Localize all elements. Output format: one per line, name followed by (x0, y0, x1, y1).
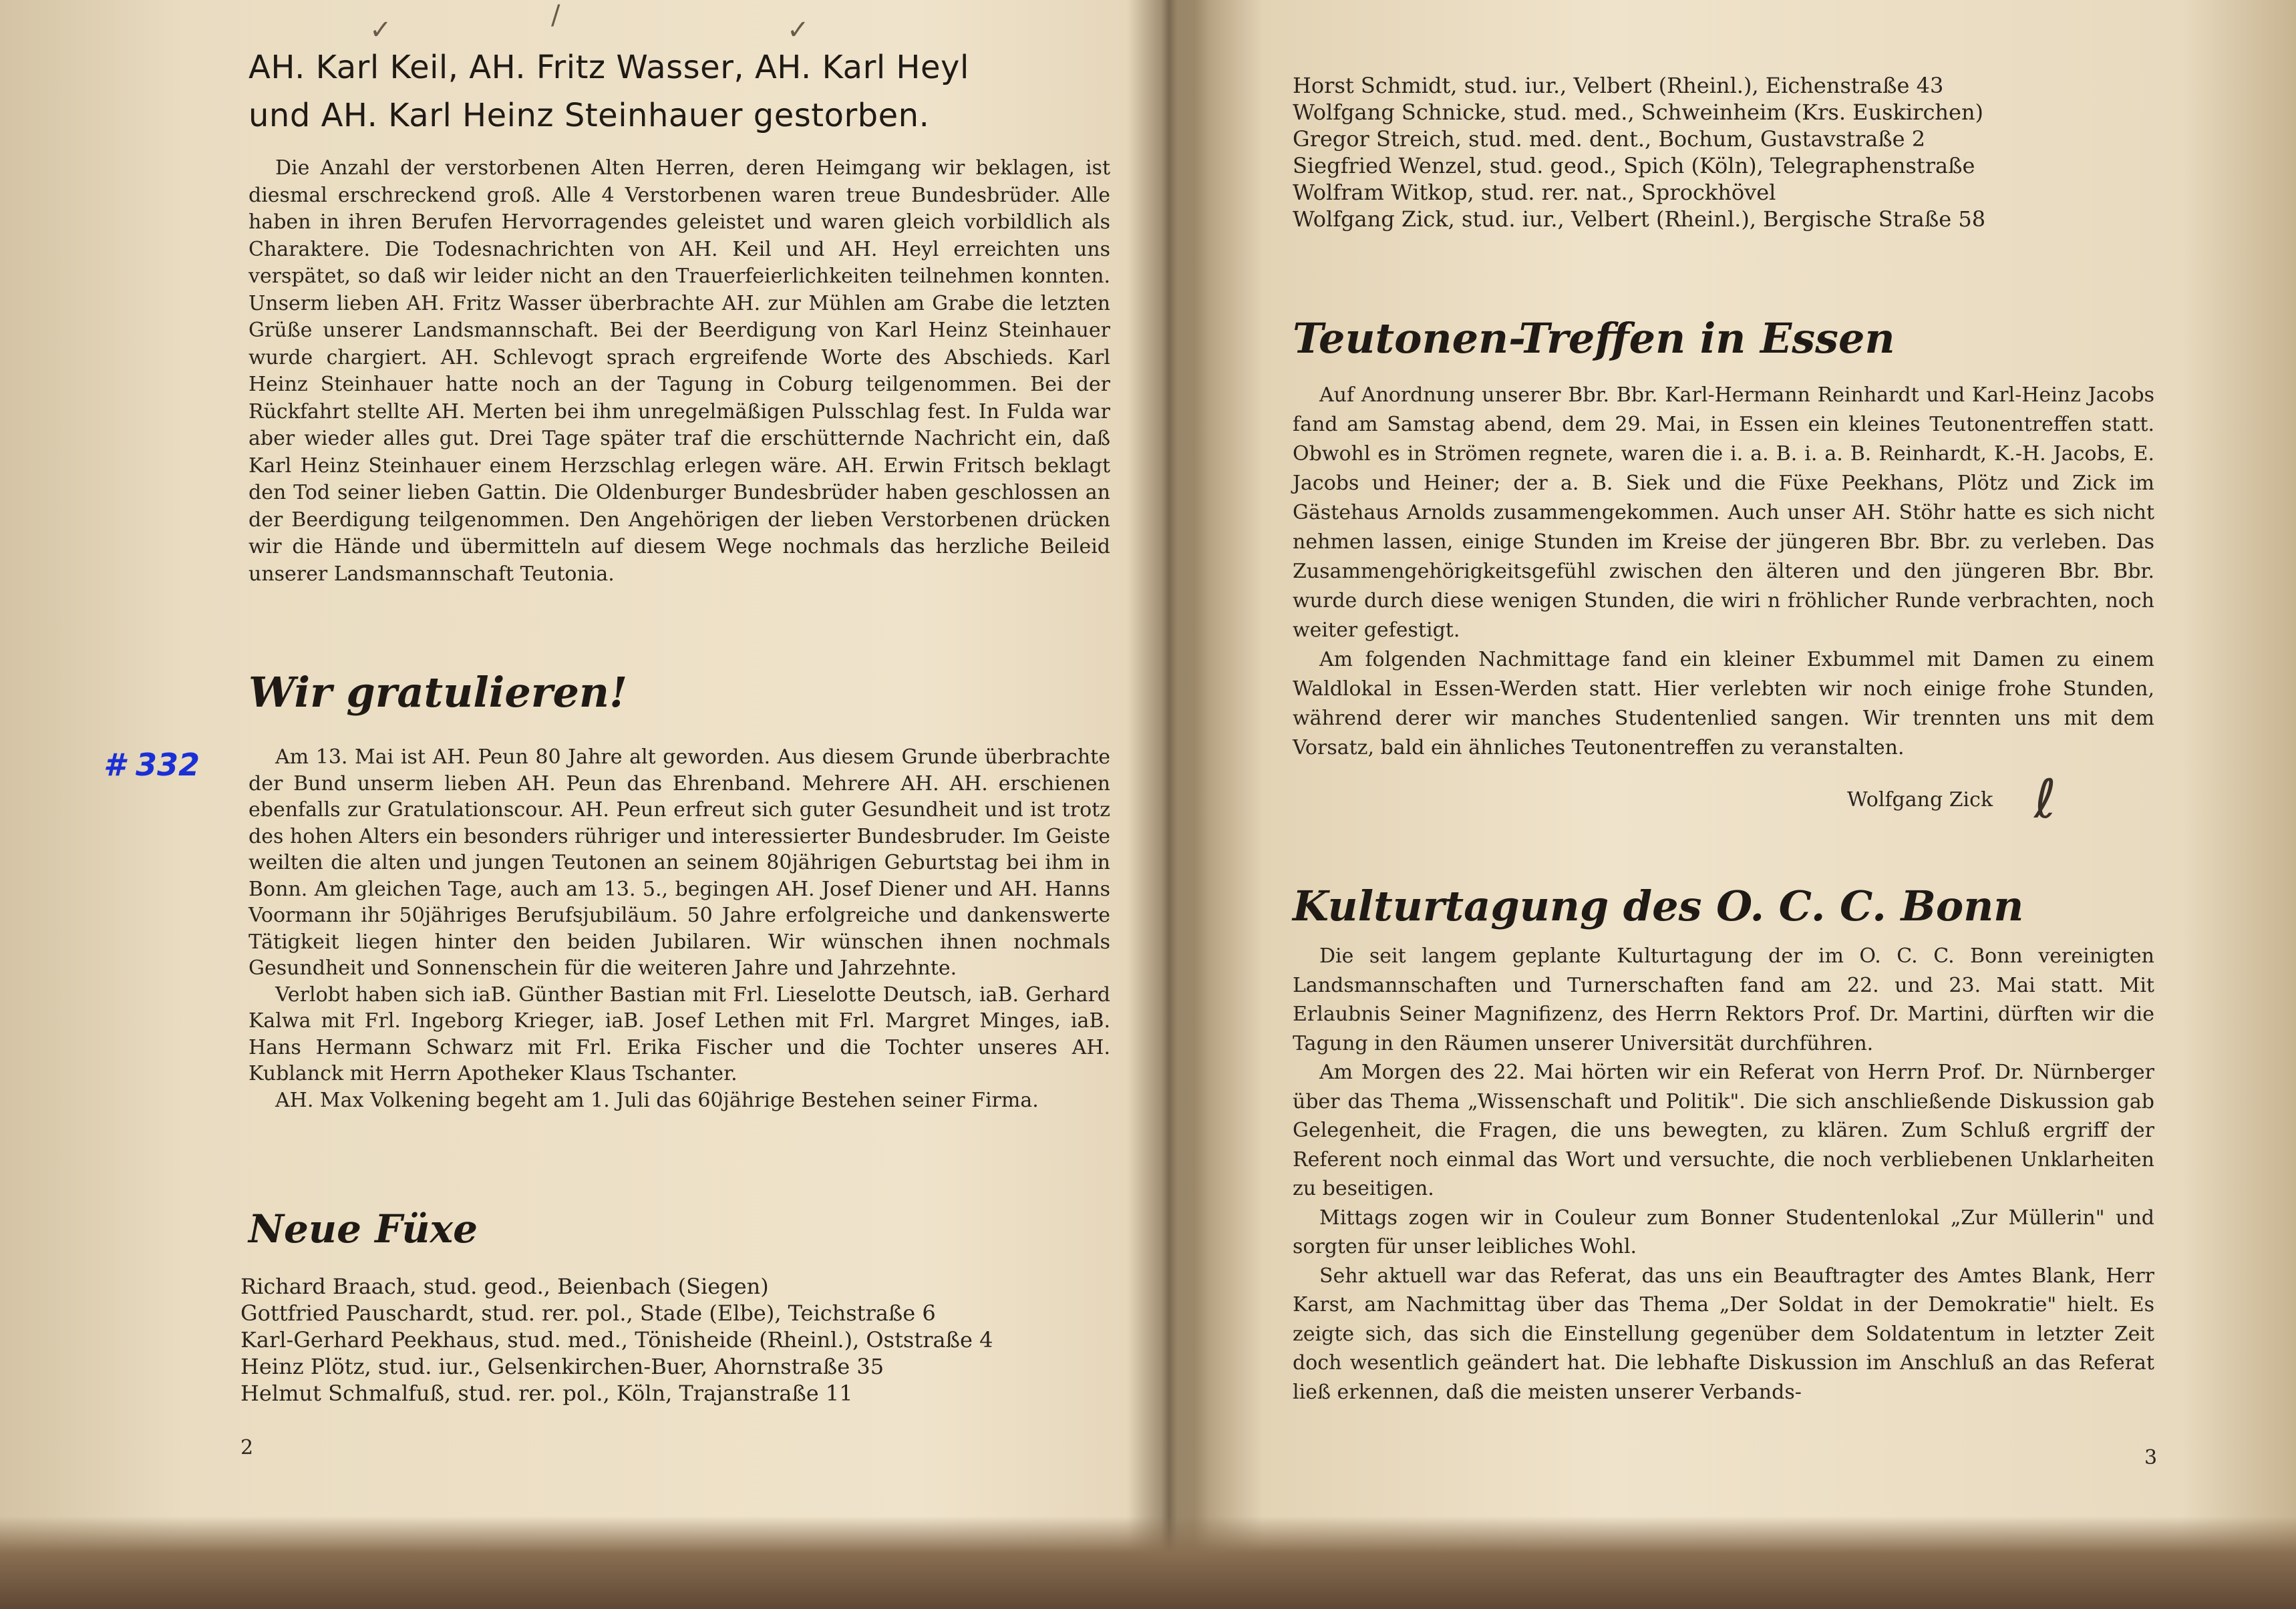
teutonen-signature: Wolfgang Zick (1847, 788, 1993, 812)
teutonen-text (1293, 381, 2154, 763)
book-bottom-edge (0, 1516, 2296, 1609)
new-members-list-continued (1293, 72, 2161, 232)
list-item: Horst Schmidt, stud. iur., Velbert (Rheinl.), Eichenstraße 43 (1293, 73, 1944, 98)
teutonen-paragraph-1: Auf Anordnung unserer Bbr. Bbr. Karl-Hermann Reinhardt und Karl-Heinz Jacobs fand am Samstag abend, dem 29. Mai, in Essen ein kleines Teutonentreffen statt. Obwohl es in Strömen regnete, waren die i. a. B. i. a. B. Reinhardt, K.-H. Jacobs, E. Jacobs und Heiner; der a. B. Siek und die Füxe Peekhans, Plötz und Zick im Gästehaus Arnolds zusammengekommen. Auch unser AH. Stöhr hatte es sich nicht nehmen lassen, einige Stunden im Kreise der jüngeren Bbr. Bbr. zu verleben. Das Zusammengehörigkeitsgefühl zwischen den älteren und den jüngeren Bbr. Bbr. wurde durch diese wenigen Stunden, die wiri n fröhlicher Runde verbrachten, noch weiter gefestigt. (1293, 383, 2154, 642)
list-item: Karl-Gerhard Peekhaus, stud. med., Tönisheide (Rheinl.), Oststraße 4 (240, 1327, 993, 1353)
kultur-title: Kulturtagung des O. C. C. Bonn (1293, 882, 2024, 930)
list-item: Siegfried Wenzel, stud. geod., Spich (Köln), Telegraphenstraße (1293, 153, 1975, 178)
list-item: Wolfgang Schnicke, stud. med., Schweinheim (Krs. Euskirchen) (1293, 100, 1984, 125)
obituary-title-line1: AH. Karl Keil, AH. Fritz Wasser, AH. Karl Heyl (249, 49, 969, 86)
check-mark-icon: ✓ (787, 15, 810, 45)
list-item: Gottfried Pauschardt, stud. rer. pol., Stade (Elbe), Teichstraße 6 (240, 1300, 936, 1326)
kultur-paragraph-4: Sehr aktuell war das Referat, das uns ein Beauftragter des Amtes Blank, Herr Karst, am Nachmittag über das Thema „Der Soldat in der Demokratie" hielt. Es zeigte sich, das sich die Einstellung gegenüber dem Soldatentum in letzter Zeit doch wesentlich geändert hat. Die lebhafte Diskussion im Anschluß an das Referat ließ erkennen, daß die meisten unserer Verbands- (1293, 1264, 2154, 1404)
page-number-right: 3 (2144, 1446, 2158, 1469)
new-members-title: Neue Füxe (249, 1206, 478, 1252)
list-item: Heinz Plötz, stud. iur., Gelsenkirchen-Buer, Ahornstraße 35 (240, 1354, 884, 1379)
page-number-left: 2 (240, 1436, 254, 1459)
check-mark-icon: ✓ (369, 15, 392, 45)
page-marker: # 332 (104, 747, 200, 783)
obituary-title-line2: und AH. Karl Heinz Steinhauer gestorben. (249, 97, 930, 134)
kultur-paragraph-3: Mittags zogen wir in Couleur zum Bonner Studentenlokal „Zur Müllerin" und sorgten für unser leibliches Wohl. (1293, 1206, 2154, 1258)
obituary-text (249, 155, 1110, 588)
check-mark-icon: / (551, 0, 560, 31)
kultur-paragraph-2: Am Morgen des 22. Mai hörten wir ein Referat von Herrn Prof. Dr. Nürnberger über das Thema „Wissenschaft und Politik". Die sich anschließende Diskussion gab Gelegenheit, die Fragen, die uns bewegten, zu klären. Zum Schluß ergriff der Referent noch einmal das Wort und versuchte, die noch verbliebenen Unklarheiten zu beseitigen. (1293, 1061, 2154, 1200)
kultur-text (1293, 942, 2154, 1407)
book-gutter (1129, 0, 1209, 1609)
teutonen-title: Teutonen-Treffen in Essen (1293, 314, 1895, 363)
gratulation-paragraph-2: Verlobt haben sich iaB. Günther Bastian mit Frl. Lieselotte Deutsch, iaB. Gerhard Kalwa mit Frl. Ingeborg Krieger, iaB. Josef Lethen mit Frl. Margret Minges, iaB. Hans Hermann Schwarz mit Frl. Erika Fischer und die Tochter unseres AH. Kublanck mit Herrn Apotheker Klaus Tschanter. (249, 982, 1110, 1085)
gratulation-text (249, 744, 1110, 1113)
list-item: Wolfram Witkop, stud. rer. nat., Sprockhövel (1293, 180, 1776, 205)
gratulation-title: Wir gratulieren! (249, 668, 628, 717)
teutonen-paragraph-2: Am folgenden Nachmittage fand ein kleiner Exbummel mit Damen zu einem Waldlokal in Essen-Werden statt. Hier verlebten wir noch einige frohe Stunden, während derer wir manches Studentenlied sangen. Wir trennten uns mit dem Vorsatz, bald ein ähnliches Teutonentreffen zu veranstalten. (1293, 648, 2154, 759)
list-item: Richard Braach, stud. geod., Beienbach (Siegen) (240, 1274, 769, 1299)
list-item: Helmut Schmalfuß, stud. rer. pol., Köln, Trajanstraße 11 (240, 1381, 853, 1406)
gratulation-paragraph-3: AH. Max Volkening begeht am 1. Juli das 60jährige Bestehen seiner Firma. (275, 1088, 1039, 1112)
list-item: Wolfgang Zick, stud. iur., Velbert (Rheinl.), Bergische Straße 58 (1293, 206, 1986, 232)
signature-flourish-icon: ℓ (2034, 768, 2057, 830)
obituary-paragraph: Die Anzahl der verstorbenen Alten Herren, deren Heimgang wir beklagen, ist diesmal erschreckend groß. Alle 4 Verstorbenen waren treue Bundesbrüder. Alle haben in ihren Berufen Hervorragendes geleistet und waren gleich vorbildlich als Charaktere. Die Todesnachrichten von AH. Keil und AH. Heyl erreichten uns verspätet, so daß wir leider nicht an den Trauerfeierlichkeiten teilnehmen konnten. Unserm lieben AH. Fritz Wasser überbrachte AH. zur Mühlen am Grabe die letzten Grüße unserer Landsmannschaft. Bei der Beerdigung von Karl Heinz Steinhauer wurde chargiert. AH. Schlevogt sprach ergreifende Worte des Abschieds. Karl Heinz Steinhauer hatte noch an der Tagung in Coburg teilgenommen. Bei der Rückfahrt stellte AH. Merten bei ihm unregelmäßigen Pulsschlag fest. In Fulda war aber wieder alles gut. Drei Tage später traf die erschütternde Nachricht ein, daß Karl Heinz Steinhauer einem Herzschlag erlegen wäre. AH. Erwin Fritsch beklagt den Tod seiner lieben Gattin. Die Oldenburger Bundesbrüder haben geschlossen an der Beerdigung teilgenommen. Den Angehörigen der lieben Verstorbenen drücken wir die Hände und übermitteln auf diesem Wege nochmals das herzliche Beileid unserer Landsmannschaft Teutonia. (249, 156, 1110, 586)
kultur-paragraph-1: Die seit langem geplante Kulturtagung der im O. C. C. Bonn vereinigten Landsmannschaften und Turnerschaften fand am 22. und 23. Mai statt. Mit Erlaubnis Seiner Magnifizenz, des Herrn Rektors Prof. Dr. Martini, dürften wir die Tagung in den Räumen unserer Universität durchführen. (1293, 944, 2154, 1055)
list-item: Gregor Streich, stud. med. dent., Bochum, Gustavstraße 2 (1293, 126, 1926, 152)
gratulation-paragraph-1: Am 13. Mai ist AH. Peun 80 Jahre alt geworden. Aus diesem Grunde überbrachte der Bund unserm lieben AH. Peun das Ehrenband. Mehrere AH. AH. erschienen ebenfalls zur Gratulationscour. AH. Peun erfreut sich guter Gesundheit und ist trotz des hohen Alters ein besonders rühriger und interessierter Bundesbruder. Im Geiste weilten die alten und jungen Teutonen an seinem 80jährigen Geburtstag bei ihm in Bonn. Am gleichen Tage, auch am 13. 5., begingen AH. Josef Diener und AH. Hanns Voormann ihr 50jähriges Berufsjubiläum. 50 Jahre erfolgreiche und dankenswerte Tätigkeit liegen hinter den beiden Jubilaren. Wir wünschen ihnen nochmals Gesundheit und Sonnenschein für die weiteren Jahre und Jahrzehnte. (249, 745, 1110, 980)
new-members-list (240, 1273, 1102, 1407)
